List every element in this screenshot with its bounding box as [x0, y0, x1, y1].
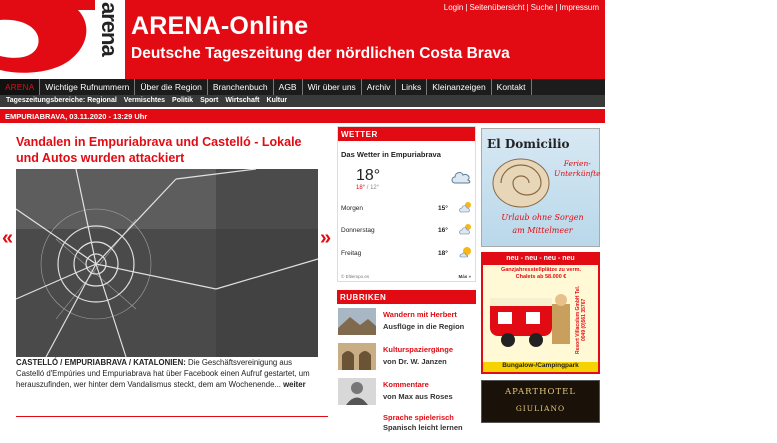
forecast-row: Freitag 18° [341, 246, 473, 260]
date-bar: EMPURIABRAVA, 03.11.2020 - 13:29 Uhr [0, 109, 605, 123]
sunny-cloud-icon [459, 246, 473, 258]
nav-item-kontakt[interactable]: Kontakt [492, 79, 532, 95]
weather-title: Das Wetter in Empuriabrava [341, 150, 441, 159]
nav-item-branchenbuch[interactable]: Branchenbuch [208, 79, 274, 95]
weather-more-link[interactable]: Más » [458, 274, 471, 279]
rubrik-item-kommentare[interactable]: Kommentare von Max aus Roses [337, 376, 476, 410]
center-column [337, 124, 476, 432]
rubrik-item-wandern[interactable]: Wandern mit Herbert Ausflüge in die Region [337, 306, 476, 340]
read-more-link[interactable]: weiter [283, 380, 306, 389]
temp-range: 18° / 12° [356, 185, 380, 191]
nav-item-rufnummern[interactable]: Wichtige Rufnummern [40, 79, 135, 95]
rubriken-box [337, 290, 476, 432]
subnav-item-kultur[interactable]: Kultur [266, 97, 288, 104]
sitemap-link[interactable]: Seitenübersicht [469, 3, 525, 12]
nav-item-agb[interactable]: AGB [274, 79, 303, 95]
rubriken-header: RUBRIKEN [337, 290, 476, 304]
current-temp: 18° [356, 167, 381, 184]
subnav-item-politik[interactable]: Politik [172, 97, 194, 104]
ad-campingpark[interactable]: neu - neu - neu - neu Ganzjahresstellplätze zu verm. Chalets ab 58.000 € Resort Villacolum GmbH Tel. 0049 (0)561 35767 Bungalow-/Campingpark [481, 252, 600, 374]
imprint-link[interactable]: Impressum [559, 3, 599, 12]
rubrik-item-kultur[interactable]: Kulturspaziergänge von Dr. W. Janzen [337, 341, 476, 375]
arena-logo[interactable] [0, 0, 125, 79]
prev-arrow-icon[interactable]: « [2, 227, 14, 249]
logo-text: arena [97, 2, 122, 56]
article-location: CASTELLÓ / EMPURIABRAVA / KATALONIEN: [16, 358, 186, 367]
ad-aparthotel[interactable]: APARTHOTEL GIULIANO [481, 380, 600, 423]
top-links: Login | Seitenübersicht | Suche | Impressum [443, 3, 599, 12]
subnav-item-sport[interactable]: Sport [200, 97, 219, 104]
article-image[interactable] [16, 169, 318, 357]
site-title: ARENA-Online [131, 12, 309, 40]
divider [16, 416, 328, 417]
article-teaser [16, 357, 321, 390]
weather-source: © Eltiempo.es Más » [341, 274, 471, 279]
article-title[interactable]: Vandalen in Empuriabrava und Castelló - Lokale und Autos wurden attackiert [16, 135, 302, 165]
broken-glass-icon [16, 169, 318, 357]
forecast-row: Morgen 15° [341, 201, 473, 215]
nav-item-links[interactable]: Links [396, 79, 427, 95]
search-link[interactable]: Suche [530, 3, 554, 12]
sub-nav [0, 95, 605, 107]
blank-margin [605, 0, 777, 423]
nav-item-wir-ueber-uns[interactable]: Wir über uns [303, 79, 362, 95]
lead-article [0, 124, 336, 423]
nav-item-kleinanzeigen[interactable]: Kleinanzeigen [427, 79, 491, 95]
ad-el-domicilio[interactable]: El Domicilio Ferien- Unterkünfte Urlaub ohne Sorgen am Mittelmeer [481, 128, 600, 247]
site-subtitle: Deutsche Tageszeitung der nördlichen Costa Brava [131, 45, 510, 62]
portrait-thumbnail-icon [338, 378, 376, 405]
next-arrow-icon[interactable]: » [320, 227, 332, 249]
partly-cloudy-icon [459, 201, 473, 213]
ad-column [480, 124, 602, 423]
login-link[interactable]: Login [443, 3, 464, 12]
subnav-item-wirtschaft[interactable]: Wirtschaft [225, 97, 260, 104]
weather-header: WETTER [338, 127, 475, 141]
shell-icon [490, 155, 552, 209]
arches-thumbnail-icon [338, 343, 376, 370]
article-body: Die Geschäftsvereinigung aus Castelló d'Empúries und Empuriabrava hat über Facebook einen Aufruf gestartet, um herauszufinden, wer hinter dem Vandalismus steckt, dem am Wochenende... [16, 358, 310, 389]
nav-item-arena[interactable]: ARENA [0, 79, 40, 95]
forecast-row: Donnerstag 16° [341, 223, 473, 237]
landscape-thumbnail-icon [338, 308, 376, 335]
subnav-item-vermischtes[interactable]: Vermischtes [123, 97, 166, 104]
subnav-label: Tageszeitungsbereiche: [6, 97, 86, 104]
site-header [0, 0, 605, 79]
cloud-icon [450, 169, 472, 185]
partly-cloudy-icon [459, 223, 473, 235]
weather-widget [337, 126, 476, 282]
nav-item-region[interactable]: Über die Region [135, 79, 207, 95]
main-nav [0, 79, 605, 95]
caravan-icon [486, 284, 574, 356]
subnav-item-regional[interactable]: Regional [87, 97, 117, 104]
rubrik-item-sprache[interactable]: Sprache spielerisch Spanisch leicht lernen [383, 413, 463, 432]
nav-item-archiv[interactable]: Archiv [362, 79, 397, 95]
